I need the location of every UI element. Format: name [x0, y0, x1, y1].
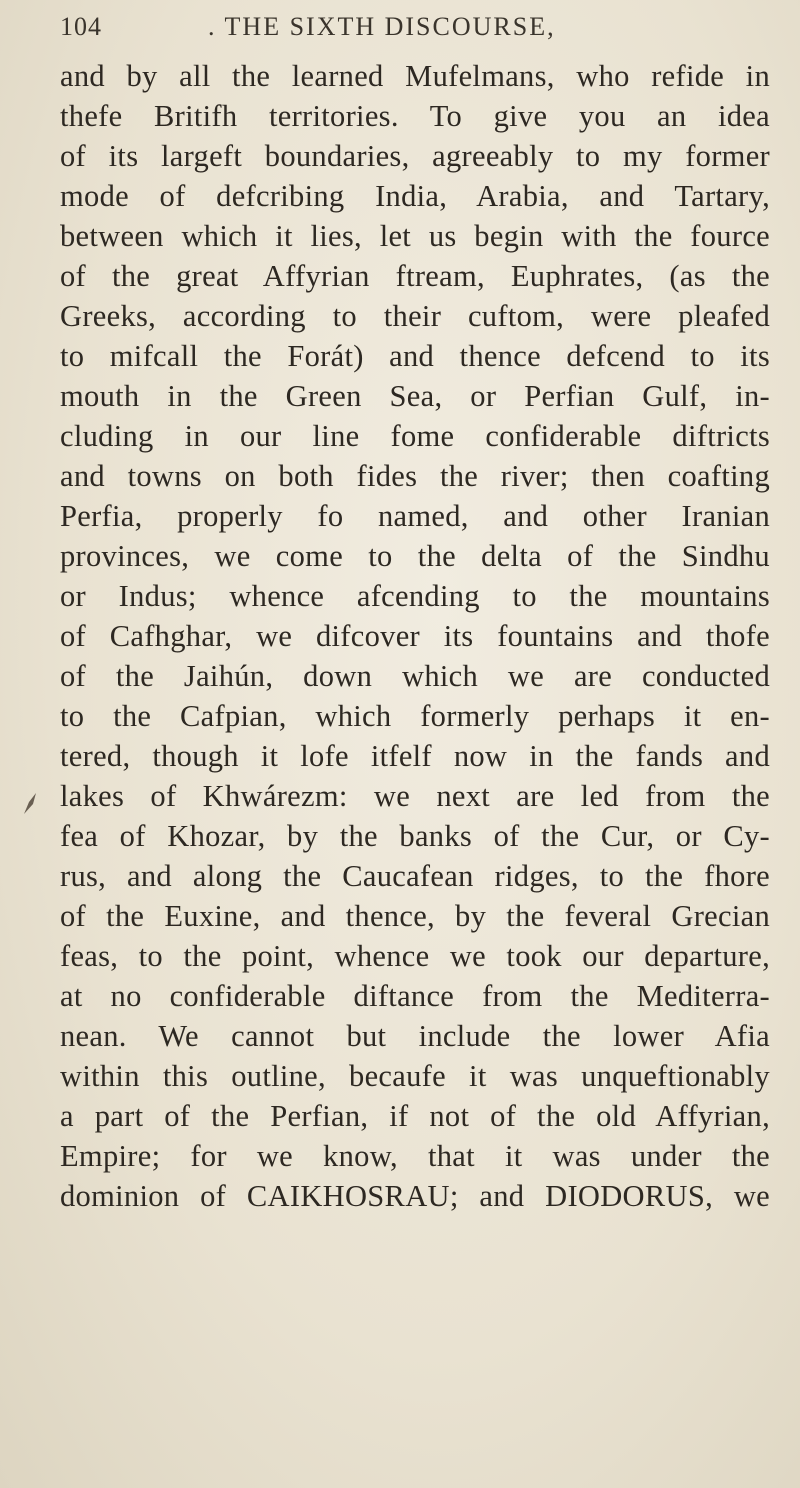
text-line: of Cafhghar, we difcover its fountains and thofe: [60, 619, 770, 653]
text-line: at no confiderable diftance from the Mediterra-: [60, 979, 770, 1013]
text-line: and by all the learned Mufelmans, who refide in: [60, 59, 770, 93]
text-line: fea of Khozar, by the banks of the Cur, or Cy-: [60, 819, 770, 853]
text-line: and towns on both fides the river; then coafting: [60, 459, 770, 493]
text-line: of the Euxine, and thence, by the feveral Grecian: [60, 899, 770, 933]
text-line: Perfia, properly fo named, and other Iranian: [60, 499, 770, 533]
text-line: between which it lies, let us begin with the fource: [60, 219, 770, 253]
text-line: of the great Affyrian ftream, Euphrates, (as the: [60, 259, 770, 293]
text-line: dominion of CAIKHOSRAU; and DIODORUS, we: [60, 1179, 770, 1213]
text-line: of the Jaihún, down which we are conducted: [60, 659, 770, 693]
text-line: nean. We cannot but include the lower Afia: [60, 1019, 770, 1053]
text-line: cluding in our line fome confiderable diftricts: [60, 419, 770, 453]
text-line: feas, to the point, whence we took our departure,: [60, 939, 770, 973]
text-line: mode of defcribing India, Arabia, and Tartary,: [60, 179, 770, 213]
text-line: thefe Britifh territories. To give you an idea: [60, 99, 770, 133]
text-line: to the Cafpian, which formerly perhaps it en-: [60, 699, 770, 733]
text-line: to mifcall the Forát) and thence defcend to its: [60, 339, 770, 373]
text-line: provinces, we come to the delta of the Sindhu: [60, 539, 770, 573]
text-line: Empire; for we know, that it was under the: [60, 1139, 770, 1173]
text-line: a part of the Perfian, if not of the old Affyrian,: [60, 1099, 770, 1133]
text-line: or Indus; whence afcending to the mountains: [60, 579, 770, 613]
body-text: [60, 56, 770, 1216]
page-header: [60, 10, 760, 46]
running-head: . THE SIXTH DISCOURSE,: [208, 12, 556, 41]
text-line: of its largeft boundaries, agreeably to my former: [60, 139, 770, 173]
text-line: tered, though it lofe itfelf now in the fands and: [60, 739, 770, 773]
text-line: mouth in the Green Sea, or Perfian Gulf, in-: [60, 379, 770, 413]
margin-ink-mark: [20, 790, 40, 816]
text-line: within this outline, becaufe it was unqueftionably: [60, 1059, 770, 1093]
text-line: rus, and along the Caucafean ridges, to the fhore: [60, 859, 770, 893]
text-line: Greeks, according to their cuftom, were pleafed: [60, 299, 770, 333]
page-number: 104: [60, 12, 102, 41]
text-line: lakes of Khwárezm: we next are led from the: [60, 779, 770, 813]
